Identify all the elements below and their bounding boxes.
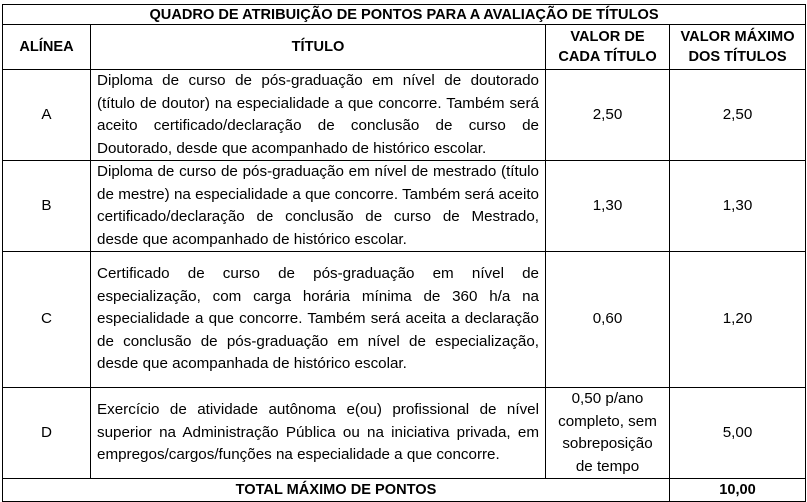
row-valor-cada: 1,30 [546, 161, 670, 252]
header-titulo: TÍTULO [91, 25, 546, 70]
points-table [2, 4, 806, 502]
table-row [3, 252, 806, 388]
row-titulo: Diploma de curso de pós-graduação em nível de doutorado (título de doutor) na especialidade a que concorre. Também será aceito certificado/declaração de conclusão de curso de Doutorado, desde que acompanhado de histórico escolar. [91, 70, 546, 161]
row-valor-cada: 0,60 [546, 252, 670, 388]
row-titulo: Certificado de curso de pós-graduação em nível de especialização, com carga horária mínima de 360 h/a na especialidade a que concorre. Também será aceita a declaração de conclusão de pós-graduação em nível de especialização, desde que acompanhada de histórico escolar. [91, 252, 546, 388]
total-row [3, 479, 806, 502]
row-valor-max: 1,20 [670, 252, 806, 388]
row-alinea: B [3, 161, 91, 252]
table-row [3, 161, 806, 252]
row-valor-cada: 0,50 p/ano completo, sem sobreposição de tempo [558, 390, 657, 475]
header-alinea: ALÍNEA [3, 25, 91, 70]
row-valor-cada: 2,50 [546, 70, 670, 161]
table-row [3, 70, 806, 161]
row-valor-max: 1,30 [670, 161, 806, 252]
row-titulo: Exercício de atividade autônoma e(ou) profissional de nível superior na Administração Pública ou na iniciativa privada, em empregos/cargos/funções na especialidade a que concorre. [91, 388, 546, 479]
row-alinea: D [3, 388, 91, 479]
table-row [3, 388, 806, 479]
row-valor-cada-cell [546, 388, 670, 479]
header-valor-cada-line1: VALOR DE [570, 29, 645, 45]
table-title: QUADRO DE ATRIBUIÇÃO DE PONTOS PARA A AVALIAÇÃO DE TÍTULOS [3, 5, 806, 25]
row-valor-max: 5,00 [670, 388, 806, 479]
row-alinea: A [3, 70, 91, 161]
header-valor-max-line1: VALOR MÁXIMO [680, 29, 795, 45]
total-label: TOTAL MÁXIMO DE PONTOS [3, 479, 670, 502]
header-valor-max [670, 25, 806, 70]
header-row [3, 25, 806, 70]
total-value: 10,00 [670, 479, 806, 502]
row-alinea: C [3, 252, 91, 388]
table-title-row [3, 5, 806, 25]
row-titulo: Diploma de curso de pós-graduação em nível de mestrado (título de mestre) na especialidade a que concorre. Também será aceito certificado/declaração de conclusão de curso de Mestrado, desde que acompanhado de histórico escolar. [91, 161, 546, 252]
header-valor-max-line2: DOS TÍTULOS [688, 49, 787, 65]
row-valor-max: 2,50 [670, 70, 806, 161]
header-valor-cada [546, 25, 670, 70]
header-valor-cada-line2: CADA TÍTULO [558, 49, 657, 65]
